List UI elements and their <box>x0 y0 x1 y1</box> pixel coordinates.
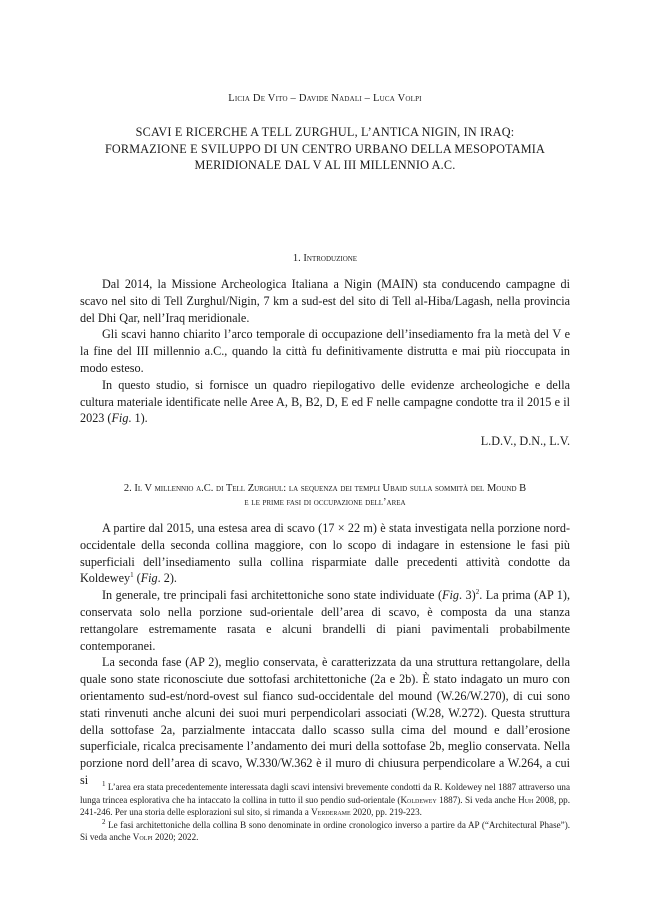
paragraph <box>80 587 570 654</box>
paragraph-text: ( <box>133 571 141 586</box>
paragraph-text: . 1). <box>128 411 148 426</box>
footnote-text: L’area era stata precedentemente interessata dagli scavi intensivi brevemente condotti da R. Koldewey nel 1887 attraverso una lunga trincea esplorativa che ha intaccato la collina in tutto il suo pendio sud-orientale ( <box>80 782 570 805</box>
paragraph: Dal 2014, la Missione Archeologica Italiana a Nigin (MAIN) sta conducendo campagne di scavo nel sito di Tell Zurghul/Nigin, 7 km a sud-est del sito di Tell al-Hiba/Lagash, nella provincia del Dhi Qar, nell’Iraq meridionale. <box>80 277 570 325</box>
footnote-1 <box>80 781 570 819</box>
figure-ref: Fig <box>442 588 459 603</box>
footnote-2 <box>80 819 570 844</box>
section-2-heading-line-2: e le prime fasi di occupazione dell’area <box>244 497 406 508</box>
citation: Verderame <box>311 807 351 818</box>
author-line: Licia De Vito – Davide Nadali – Luca Volpi <box>228 93 422 104</box>
paragraph-text: . La prima (AP 1), conservata solo nella porzione sud-orientale dell’area di scavo, è composta da una stanza rettangolare estremamente rasata e alcuni brandelli di piani pavimentali probabilmente contemporanei. <box>80 588 570 653</box>
citation: Koldewey 1887 <box>400 794 458 805</box>
paragraph: La seconda fase (AP 2), meglio conservata, è caratterizzata da una struttura rettangolare, della quale sono state riconosciute due sottofasi architettoniche (2a e 2b). È stato indagato un muro con orientamento sud-est/nord-ovest sul fianco sud-occidentale del mound (W.26/W.270), di cui sono stati rinvenuti anche alcuni dei suoi muri perpendicolari associati (W.28, W.272). Questa struttura della sottofase 2a, parzialmente intaccata dallo scasso sulla cima del mound e dall’erosione superficiale, ricalca precisamente l’andamento dei muri della sottofase 2b, meglio conservata. Nella porzione nord dell’area di scavo, W.330/W.362 è il muro di chiusura perpendicolare a W.264, a cui si <box>80 655 570 787</box>
footnote-text: 2020, pp. 219-223. <box>350 807 422 818</box>
figure-ref: Fig <box>140 571 158 586</box>
paragraph <box>80 520 570 587</box>
title-line-1: SCAVI E RICERCHE A TELL ZURGHUL, L’ANTICA NIGIN, IN IRAQ: <box>135 125 515 139</box>
footnote-text: Le fasi architettoniche della collina B sono denominate in ordine cronologico inverso a partire da AP (“Architectural Phase”). Si veda anche <box>80 819 571 843</box>
title-line-2: FORMAZIONE E SVILUPPO DI UN CENTRO URBANO DELLA MESOPOTAMIA <box>104 141 546 156</box>
footnote-text: 2020; 2022. <box>152 832 199 843</box>
figure-ref: Fig <box>111 411 129 426</box>
paragraph <box>80 377 570 427</box>
footnote-text: ). Si veda anche <box>457 794 519 805</box>
paragraph-text: In questo studio, si fornisce un quadro riepilogativo delle evidenze archeologiche e della cultura materiale identificate nelle Aree A, B, B2, D, E ed F nelle campagne condotte tra il 2015 e il 2023 ( <box>80 377 570 426</box>
paragraph-text: In generale, tre principali fasi architettoniche sono state individuate ( <box>102 588 443 603</box>
section-2-body <box>80 520 570 789</box>
footnote-text: 2008, pp. 241-246. Per una storia delle esplorazioni sul sito, si rimanda a <box>80 794 570 818</box>
author-initials: L.D.V., D.N., L.V. <box>480 434 570 448</box>
footnote-number: 2 <box>102 817 106 826</box>
paragraph: Gli scavi hanno chiarito l’arco temporale di occupazione dell’insediamento fra la metà del V e la fine del III millennio a.C., quando la città fu definitivamente distrutta e mai più rioccupata in modo esteso. <box>80 327 570 375</box>
paragraph-text: . 3) <box>458 588 476 603</box>
footnote-number: 1 <box>102 779 106 788</box>
footnotes <box>80 781 570 844</box>
citation: Volpi <box>132 832 153 843</box>
article-title <box>80 124 570 174</box>
section-2-heading <box>80 482 570 510</box>
section-2-heading-line-1: 2. Il V millennio a.C. di Tell Zurghul: la sequenza dei templi Ubaid sulla sommità del Mound B <box>123 483 527 494</box>
title-line-3: MERIDIONALE DAL V AL III MILLENNIO A.C. <box>194 158 456 172</box>
citation: Huh <box>518 794 534 805</box>
paragraph-text: A partire dal 2015, una estesa area di scavo (17 × 22 m) è stata investigata nella porzione nord-occidentale della seconda collina maggiore, con lo scopo di indagare in estensione le fasi più superficiali dell’insediamento sulla collina risparmiate dalle precedenti attività condotte da Koldewey <box>80 521 570 586</box>
section-1-body <box>80 276 570 427</box>
paragraph-text: . 2). <box>157 571 177 586</box>
footnote-marker[interactable]: 2 <box>475 588 480 597</box>
footnote-marker[interactable]: 1 <box>130 571 134 580</box>
section-1-heading: 1. Introduzione <box>292 253 358 264</box>
